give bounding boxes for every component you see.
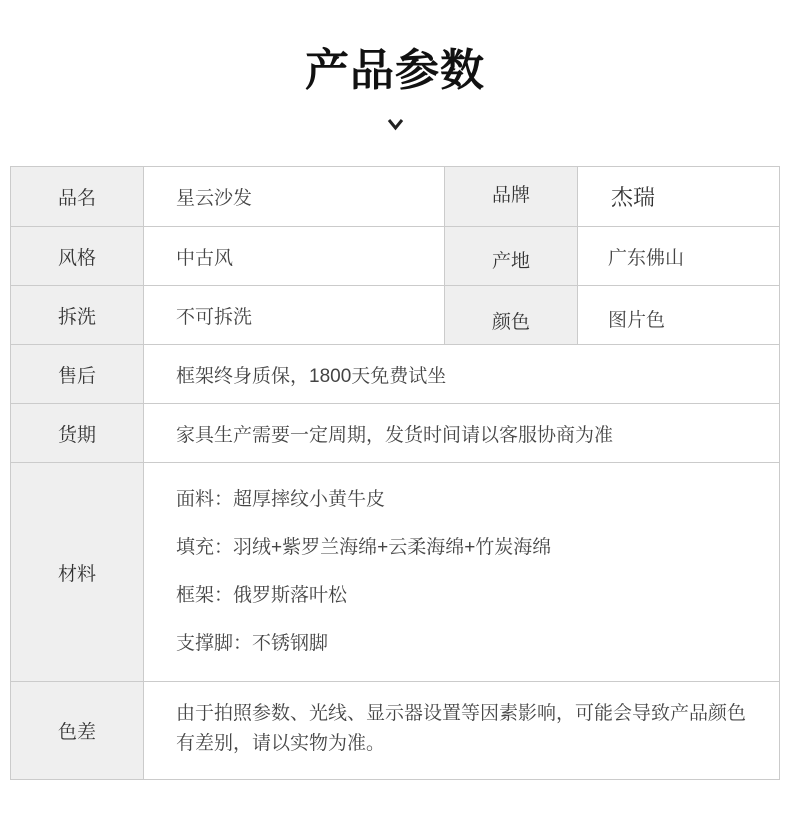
label-text: 材料: [57, 563, 96, 585]
spec-value-name: [144, 167, 445, 227]
page-title: 产品参数: [305, 45, 485, 96]
spec-label-name: [11, 167, 144, 227]
material-line: 框架：俄罗斯落叶松: [176, 585, 348, 606]
label-text: 颜色: [491, 311, 530, 333]
spec-label-brand: [445, 167, 578, 227]
spec-label-after-sales: [11, 345, 144, 404]
label-text: 货期: [57, 424, 96, 446]
chevron-down-icon: [387, 117, 404, 132]
material-line: 填充：羽绒+紫罗兰海绵+云柔海绵+竹炭海绵: [176, 537, 552, 558]
value-text: 杰瑞: [611, 185, 656, 210]
spec-value-materials: [144, 463, 780, 682]
value-text: 星云沙发: [176, 188, 253, 209]
label-text: 拆洗: [57, 306, 96, 328]
spec-label-materials: [11, 463, 144, 682]
spec-value-origin: [578, 227, 780, 286]
spec-value-color: [578, 286, 780, 345]
value-text: 由于拍照参数、光线、显示器设置等因素影响，可能会导致产品颜色有差别，请以实物为准。: [176, 702, 747, 754]
spec-label-color: [445, 286, 578, 345]
spec-value-after-sales: [144, 345, 780, 404]
value-text: 广东佛山: [608, 247, 685, 269]
spec-table: [10, 166, 780, 780]
value-text: 图片色: [608, 309, 666, 331]
spec-label-origin: [445, 227, 578, 286]
spec-value-style: [144, 227, 445, 286]
spec-value-brand: [578, 167, 780, 227]
spec-value-washable: [144, 286, 445, 345]
material-line: 支撑脚：不锈钢脚: [176, 633, 329, 654]
material-line: 面料：超厚摔纹小黄牛皮: [176, 489, 386, 510]
value-text: 中古风: [176, 247, 234, 269]
spec-label-style: [11, 227, 144, 286]
spec-label-washable: [11, 286, 144, 345]
value-text: 家具生产需要一定周期，发货时间请以客服协商为准: [176, 424, 614, 446]
spec-label-delivery: [11, 404, 144, 463]
label-text: 品名: [57, 188, 96, 209]
spec-value-delivery: [144, 404, 780, 463]
label-text: 售后: [57, 365, 96, 387]
label-text: 风格: [57, 247, 96, 269]
spec-value-color-diff: [144, 682, 780, 780]
spec-label-color-diff: [11, 682, 144, 780]
value-text: 不可拆洗: [176, 306, 253, 328]
value-text: 框架终身质保，1800天免费试坐: [176, 365, 447, 387]
label-text: 色差: [57, 722, 96, 743]
label-text: 品牌: [491, 185, 530, 206]
label-text: 产地: [491, 250, 530, 272]
